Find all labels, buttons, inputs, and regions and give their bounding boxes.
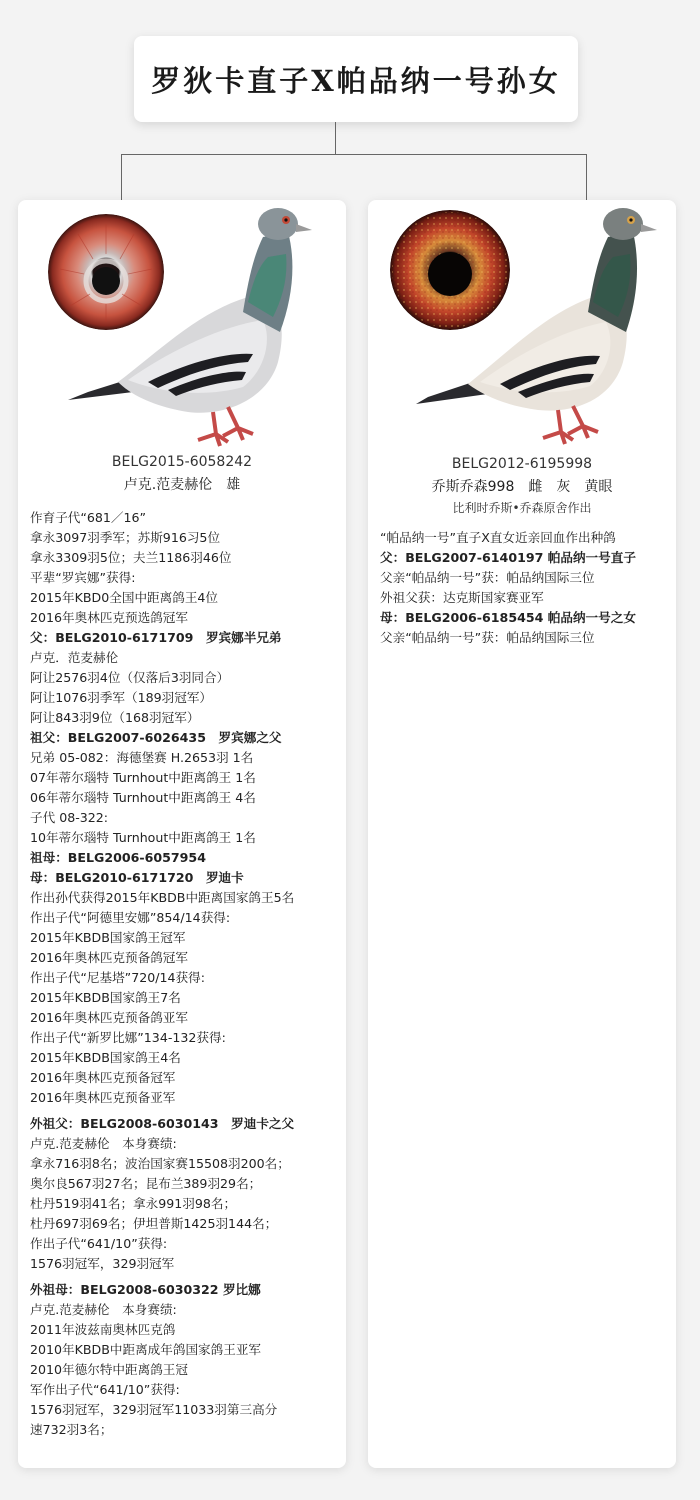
pedigree-line: 祖母：BELG2006-6057954 [30,850,206,865]
pedigree-line: 外祖父获：达克斯国家赛亚军 [380,590,544,605]
pedigree-line: 作出子代“尼基塔”720/14获得: [30,970,205,985]
pedigree-line: 2016年奥林匹克预备亚军 [30,1090,176,1105]
connector-vertical-right [586,154,587,202]
pedigree-line: 阿让843羽9位（168羽冠军） [30,710,200,725]
pedigree-line: 拿永716羽8名；波治国家赛15508羽200名； [30,1156,290,1171]
pedigree-line: 2016年奥林匹克预选鸽冠军 [30,610,188,625]
pedigree-line: 奥尔良567羽27名；昆布兰389羽29名； [30,1176,262,1191]
dam-card [368,200,676,1468]
pedigree-line: 卢克.范麦赫伦 本身赛绩: [30,1136,177,1151]
sire-card [18,200,346,1468]
pedigree-line: 阿让1076羽季军（189羽冠军） [30,690,213,705]
pedigree-line: 1576羽冠军，329羽冠军11033羽第三高分 [30,1402,278,1417]
pedigree-line: 拿永3309羽5位；夫兰1186羽46位 [30,550,232,565]
sire-pedigree-text [30,508,294,1440]
pedigree-line: 2010年德尔特中距离鸽王冠 [30,1362,188,1377]
pedigree-line: 07年蒂尔瑙特 Turnhout中距离鸽王 1名 [30,770,256,785]
pedigree-line: 作出子代“阿德里安娜”854/14获得: [30,910,231,925]
dam-ring-number: BELG2012-6195998 [451,456,593,472]
pedigree-line: 卢克.范麦赫伦 本身赛绩: [30,1302,177,1317]
pedigree-line: 平辈“罗宾娜”获得: [30,570,136,585]
pedigree-line: 母：BELG2010-6171720 罗迪卡 [30,870,244,885]
pedigree-line: 父亲“帕品纳一号”获：帕品纳国际三位 [380,570,595,585]
pedigree-line: 2016年奥林匹克预备鸽冠军 [30,950,188,965]
pedigree-line: 速732羽3名； [30,1422,113,1437]
pedigree-line: 作出子代“641/10”获得: [30,1236,168,1251]
pedigree-line: 2011年波兹南奥林匹克鸽 [30,1322,176,1337]
pedigree-line: 作出孙代获得2015年KBDB中距离国家鸽王5名 [30,890,295,905]
pedigree-line: 2016年奥林匹克预备鸽亚军 [30,1010,188,1025]
pedigree-line: 母：BELG2006-6185454 帕品纳一号之女 [380,610,636,625]
connector-vertical-left [121,154,122,202]
pedigree-line: 兄弟 05-082：海德堡赛 H.2653羽 1名 [30,750,254,765]
connector-vertical-top [335,122,336,154]
pedigree-line: “帕品纳一号”直子X直女近亲回血作出种鸽 [380,530,616,545]
pedigree-line: 卢克．范麦赫伦 [30,650,119,665]
pedigree-line: 外祖父：BELG2008-6030143 罗迪卡之父 [30,1116,295,1131]
pedigree-line: 2010年KBDB中距离成年鸽国家鸽王亚军 [30,1342,262,1357]
pedigree-line: 拿永3097羽季军；苏斯916习5位 [30,530,221,545]
pedigree-line: 06年蒂尔瑙特 Turnhout中距离鸽王 4名 [30,790,256,805]
pedigree-line: 作出子代“新罗比娜”134-132获得: [30,1030,226,1045]
sire-pigeon-image [48,202,338,452]
pedigree-line: 祖父：BELG2007-6026435 罗宾娜之父 [30,730,282,745]
pedigree-line: 阿让2576羽4位（仅落后3羽同合） [30,670,230,685]
pedigree-line: 10年蒂尔瑙特 Turnhout中距离鸽王 1名 [30,830,256,845]
pedigree-line: 2015年KBD0全国中距离鸽王4位 [30,590,219,605]
pedigree-line: 父亲“帕品纳一号”获：帕品纳国际三位 [380,630,595,645]
dam-name: 乔斯乔森998 雌 灰 黄眼 [431,479,613,495]
pedigree-line: 父：BELG2007-6140197 帕品纳一号直子 [380,550,636,565]
connector-horizontal [121,154,587,155]
dam-breeder: 比利时乔斯•乔森原舍作出 [452,501,592,515]
pedigree-line: 子代 08-322: [30,810,109,825]
dam-pigeon-image [408,202,678,452]
pedigree-line: 作育子代“681／16” [30,510,147,525]
pedigree-line: 父：BELG2010-6171709 罗宾娜半兄弟 [30,630,282,645]
page-title: 罗狄卡直子X帕品纳一号孙女 [134,36,578,122]
pedigree-line: 2015年KBDB国家鸽王冠军 [30,930,186,945]
pedigree-line: 2016年奥林匹克预备冠军 [30,1070,176,1085]
pedigree-line: 杜丹519羽41名；拿永991羽98名； [30,1196,237,1211]
pedigree-line: 军作出子代“641/10”获得: [30,1382,180,1397]
pedigree-line: 1576羽冠军，329羽冠军 [30,1256,175,1271]
dam-pedigree-text [380,528,636,648]
sire-name: 卢克.范麦赫伦 雄 [123,477,241,493]
pedigree-line: 外祖母：BELG2008-6030322 罗比娜 [30,1282,261,1297]
pedigree-line: 杜丹697羽69名；伊坦普斯1425羽144名； [30,1216,278,1231]
sire-ring-number: BELG2015-6058242 [111,454,253,470]
pedigree-line: 2015年KBDB国家鸽王7名 [30,990,181,1005]
pedigree-line: 2015年KBDB国家鸽王4名 [30,1050,181,1065]
